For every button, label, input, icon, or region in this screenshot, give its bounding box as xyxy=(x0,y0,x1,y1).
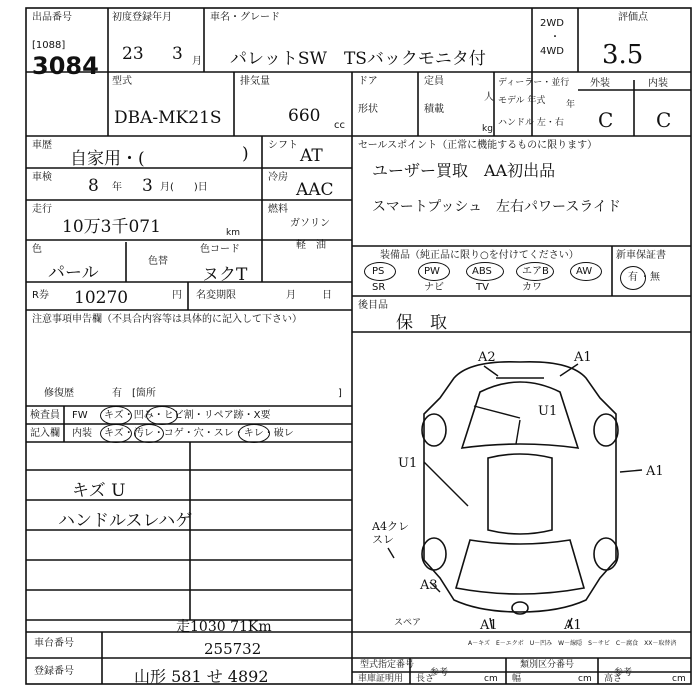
width-cm: cm xyxy=(578,674,592,684)
equip-ps-circle xyxy=(364,262,396,281)
warranty-yes-circle xyxy=(620,266,646,290)
length-label: 長さ xyxy=(416,674,435,684)
registration-value: 山形 581 せ 4892 xyxy=(134,667,269,686)
equip-pw-circle xyxy=(418,262,450,281)
inspector-entry-label: 記入欄 xyxy=(30,428,60,439)
drive-separator: ・ xyxy=(550,32,560,43)
fw-dent-circle xyxy=(146,406,178,425)
displacement-label: 排気量 xyxy=(240,76,270,87)
sales-points-label: セールスポイント（正常に機能するものに限ります） xyxy=(358,140,598,151)
name-grade-label: 車名・グレード xyxy=(210,12,280,23)
model-year-label: モデル 年式 xyxy=(498,96,546,106)
inspector-label: 検査員 xyxy=(30,410,60,421)
first-registration-label: 初度登録年月 xyxy=(112,12,172,23)
spare-label: スペア xyxy=(394,618,422,628)
lot-number-label: 出品番号 xyxy=(32,12,72,23)
yen-unit: 円 xyxy=(172,290,182,301)
name-grade-value: パレットSW TSバックモニタ付 xyxy=(230,49,486,69)
mark-hood: U1 xyxy=(538,404,558,419)
displacement-value: 660 xyxy=(288,106,321,126)
mileage-value: 10万3千071 xyxy=(62,217,161,237)
history-close: ) xyxy=(242,144,249,164)
cc-unit: cc xyxy=(334,120,345,131)
mark-rear-left-corner: A3 xyxy=(420,578,438,593)
mark-front-right: A1 xyxy=(574,350,592,365)
type-designation-label: 型式指定番号 xyxy=(360,660,415,670)
equip-sr: SR xyxy=(372,282,386,293)
interior-wear-circle xyxy=(238,424,270,443)
model-value: DBA-MK21S xyxy=(114,108,222,128)
year-unit: 年 xyxy=(566,100,576,110)
equip-tv: TV xyxy=(476,282,489,293)
history-label: 車歴 xyxy=(32,140,52,151)
car-diagram xyxy=(422,362,618,614)
lot-sub-number: [1088] xyxy=(32,40,66,51)
class-number-label: 類別区分番号 xyxy=(520,660,575,670)
ac-value: AAC xyxy=(296,180,334,200)
exterior-label: 外装 xyxy=(590,78,610,89)
interior-grade: C xyxy=(656,108,672,132)
capacity-label: 定員 xyxy=(424,76,444,87)
handwritten-note-2: ハンドルスレハゲ xyxy=(58,511,193,531)
color-label: 色 xyxy=(32,244,42,255)
diagram-legend: A－キズ E－エクボ U－凹み W－線隠 S－サビ C－腐食 XX－取替済 xyxy=(468,640,677,647)
expire-day-unit: 日 xyxy=(322,290,332,301)
load-label: 積載 xyxy=(424,104,444,115)
expire-month-unit: 月 xyxy=(286,290,296,301)
warranty-label: 新車保証書 xyxy=(616,250,666,261)
color-value: パール xyxy=(48,263,99,283)
interior-scratch-circle xyxy=(100,424,132,443)
chassis-label: 車台番号 xyxy=(34,638,74,649)
drive-4wd: 4WD xyxy=(540,46,564,57)
equip-aw: AW xyxy=(576,266,593,277)
warranty-no: ・無 xyxy=(640,272,660,283)
kg-unit: kg xyxy=(482,124,493,134)
inspector-fw-text: キズ・凹み・ヒビ割・リペア跡・X要 xyxy=(104,410,271,421)
sales-points-line2: スマートプッシュ 左右パワースライド xyxy=(372,199,621,215)
shift-value: AT xyxy=(300,146,323,166)
fuel-light-oil: 軽 油 xyxy=(296,240,326,251)
mark-left-rear: A4クレ スレ xyxy=(372,520,409,546)
reference-label-2: 参考 xyxy=(614,668,633,678)
equip-abs-circle xyxy=(466,262,504,281)
evaluation-score: 3.5 xyxy=(602,40,644,70)
color-code-value: ヌクT xyxy=(202,265,248,285)
mark-rear-right: A1 xyxy=(564,618,582,633)
first-registration-month: 3 xyxy=(172,44,183,64)
inspector-interior-text: キズ・汚レ・コゲ・穴・スレ・キレ・破レ xyxy=(104,428,294,439)
fw-scratch-circle xyxy=(100,406,132,425)
ac-label: 冷房 xyxy=(268,172,288,183)
repair-history-label: 修復歴 xyxy=(44,388,74,399)
warranty-yes: 有 xyxy=(628,272,638,283)
recycle-label: R券 xyxy=(32,290,49,301)
mark-left-door: U1 xyxy=(398,456,418,471)
inspection-year-unit: 年 xyxy=(112,182,122,193)
mark-front-left: A2 xyxy=(478,350,496,365)
person-unit: 人 xyxy=(484,92,494,103)
inspection-month-day: 月( )日 xyxy=(160,182,208,193)
history-value: 自家用・( xyxy=(70,149,145,169)
equip-abs: ABS xyxy=(472,266,492,277)
inspection-year: 8 xyxy=(88,176,99,196)
garage-cert-label: 車庫証明用 xyxy=(358,674,404,684)
sales-points-line1: ユーザー買取 AA初出品 xyxy=(372,161,556,180)
evaluation-label: 評価点 xyxy=(618,12,648,23)
registration-expire-label: 名変期限 xyxy=(196,290,236,301)
inspection-month: 3 xyxy=(142,176,153,196)
equip-airbag-circle xyxy=(516,262,554,281)
door-label: ドア xyxy=(358,76,378,87)
repaint-label: 色替 xyxy=(148,256,168,267)
fuel-label: 燃料 xyxy=(268,204,288,215)
exterior-grade: C xyxy=(598,108,614,132)
accessories-label: 後目品 xyxy=(358,300,388,311)
length-cm: cm xyxy=(484,674,498,684)
color-code-label: 色コード xyxy=(200,244,240,255)
chassis-mileage-note: 走1030 71Km xyxy=(176,619,272,635)
reference-label-1: 参考 xyxy=(430,668,449,678)
interior-label: 内装 xyxy=(648,78,668,89)
recycle-value: 10270 xyxy=(74,288,129,308)
equip-leather: カワ xyxy=(522,282,542,293)
km-unit: km xyxy=(226,228,240,238)
shift-label: シフト xyxy=(268,140,298,151)
mileage-label: 走行 xyxy=(32,204,52,215)
drive-2wd: 2WD xyxy=(540,18,564,29)
repair-history-value: 有 [箇所 xyxy=(112,388,156,399)
chassis-value: 255732 xyxy=(204,640,262,658)
inspector-interior-tag: 内装 xyxy=(72,428,92,439)
dealer-label: ディーラー・並行 xyxy=(498,78,570,88)
caution-label: 注意事項申告欄（不具合内容等は具体的に記入して下さい） xyxy=(32,314,302,325)
equip-pw: PW xyxy=(424,266,440,277)
fuel-gasoline: ガソリン xyxy=(290,218,330,229)
model-label: 型式 xyxy=(112,76,132,87)
handle-label: ハンドル 左・右 xyxy=(498,118,564,128)
shape-label: 形状 xyxy=(358,104,378,115)
equipment-label: 装備品（純正品に限り○を付けてください） xyxy=(380,250,579,261)
first-registration-year: 23 xyxy=(122,44,144,64)
handwritten-note-1: キズ U xyxy=(72,481,126,501)
equip-ps: PS xyxy=(372,266,385,277)
interior-dirt-circle xyxy=(134,424,164,443)
inspection-label: 車検 xyxy=(32,172,52,183)
height-cm: cm xyxy=(672,674,686,684)
lot-number: 3084 xyxy=(32,52,99,80)
equip-navi: ナビ xyxy=(424,282,444,293)
repair-history-close: ] xyxy=(338,388,342,399)
equip-aw-circle xyxy=(570,262,602,281)
inspector-fw-tag: FW xyxy=(72,410,88,421)
accessories-value: 保 取 xyxy=(396,313,447,333)
registration-label: 登録番号 xyxy=(34,666,74,677)
height-label: 高さ xyxy=(604,674,623,684)
mark-rear-left: A1 xyxy=(480,618,498,633)
width-label: 幅 xyxy=(512,674,522,684)
month-unit: 月 xyxy=(192,56,202,67)
equip-airbag: エアB xyxy=(522,266,549,277)
mark-right-side: A1 xyxy=(646,464,664,479)
